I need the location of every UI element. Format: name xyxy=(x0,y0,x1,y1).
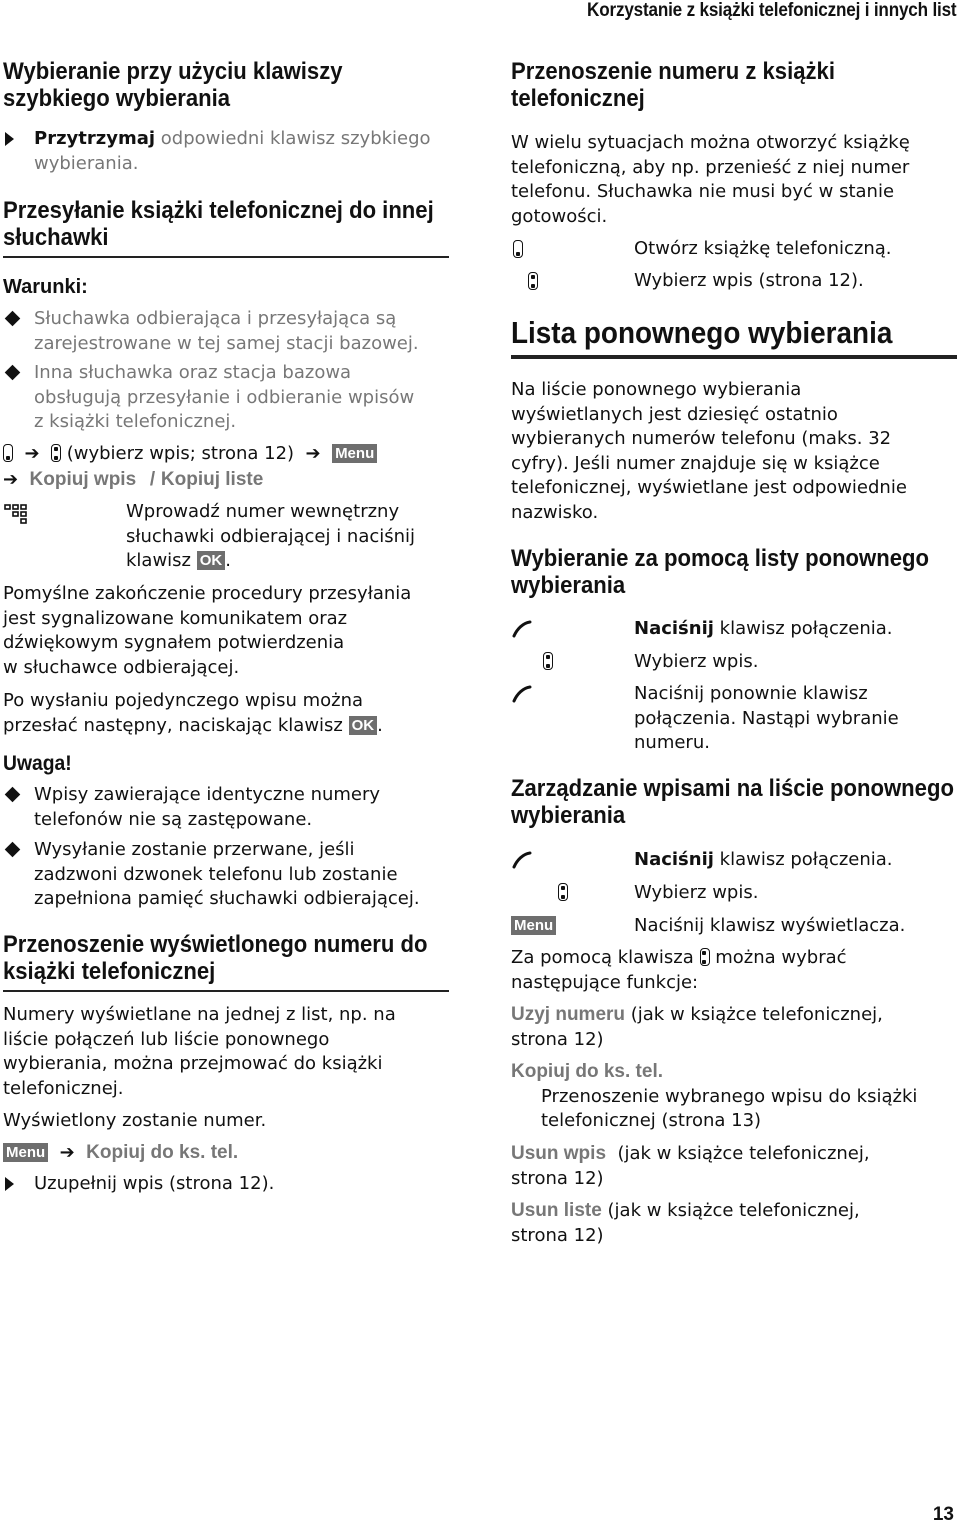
copy-number-shown: Wyświetlony zostanie numer. xyxy=(3,1110,267,1131)
section-title-dial-from-redial: Wybieranie za pomocą listy ponownego wybierania xyxy=(511,545,929,599)
section-rule xyxy=(3,256,449,258)
menu-softkey: Menu xyxy=(511,916,556,935)
dial-step-1: Naciśnij klawisz połączenia. xyxy=(634,618,893,639)
nav-updown-key-icon xyxy=(543,652,553,670)
bullet-diamond-icon xyxy=(5,842,21,858)
keypad-icon xyxy=(3,503,27,525)
transfer-paragraph-1: Pomyślne zakończenie procedury przesyłania jest sygnalizowane komunikatem oraz dźwiękowym sygnałem potwierdzenia w słuchawce odbierającej. xyxy=(3,583,412,678)
condition-2: Inna słuchawka oraz stacja bazowa obsługują przesyłanie i odbieranie wpisów z książki telefonicznej. xyxy=(34,362,415,432)
ok-softkey: OK xyxy=(197,551,226,570)
conditions-label: Warunki: xyxy=(3,276,88,298)
option-copy-to-phonebook: Kopiuj do ks. tel. xyxy=(511,1061,664,1082)
note-label: Uwaga! xyxy=(3,752,72,775)
arrow-right-icon: ➔ xyxy=(53,1142,81,1163)
option-copy-list: Kopiuj liste xyxy=(160,469,264,490)
function-copy-to-phonebook: Kopiuj do ks. tel. Przenoszenie wybranego wpisu do książki telefonicznej (strona 13) xyxy=(511,1061,918,1131)
section-title-transfer-number: Przenoszenie numeru z książki telefonicznej xyxy=(511,58,835,112)
running-header: Korzystanie z książki telefonicznej i innych list xyxy=(586,0,956,21)
manage-step-2: Wybierz wpis. xyxy=(634,882,759,903)
chapter-title-redial-list: Lista ponownego wybierania xyxy=(511,315,893,350)
option-copy-to-phonebook: Kopiuj do ks. tel. xyxy=(86,1142,239,1163)
section-rule xyxy=(3,990,449,992)
select-entry-step: Wybierz wpis (strona 12). xyxy=(634,270,864,291)
option-use-number: Uzyj numeru xyxy=(511,1004,626,1025)
keypad-instruction: Wprowadź numer wewnętrzny słuchawki odbierającej i naciśnij klawisz OK . xyxy=(126,501,416,571)
option-copy-entry: Kopiuj wpis xyxy=(29,469,137,490)
section-title-copy-number: Przenoszenie wyświetlonego numeru do książki telefonicznej xyxy=(3,931,428,985)
arrow-right-icon: ➔ xyxy=(18,443,46,464)
page-number: 13 xyxy=(932,1504,954,1525)
key-sequence: ➔ (wybierz wpis; strona 12) ➔ Menu xyxy=(3,442,377,467)
function-delete-list: Usun liste (jak w książce telefonicznej, strona 12) xyxy=(511,1200,860,1246)
nav-updown-key-icon xyxy=(558,883,568,901)
arrow-right-icon: ➔ xyxy=(3,469,24,490)
step-triangle-icon xyxy=(5,1177,14,1191)
redial-list-paragraph: Na liście ponownego wybierania wyświetlanych jest dziesięć ostatnio wybieranych numerów telefonu (maks. 32 cyfry). Jeśli numer znajduje się w książce telefonicznej, wyświetlane jest odpowiednie nazwisko. xyxy=(511,379,907,523)
nav-down-key-icon xyxy=(513,240,523,258)
function-use-number: Uzyj numeru (jak w książce telefonicznej, strona 12) xyxy=(511,1004,883,1050)
transfer-number-paragraph: W wielu sytuacjach można otworzyć książkę telefoniczną, aby np. przenieść z niej numer telefonu. Słuchawka nie musi być w stanie gotowości. xyxy=(511,132,910,227)
note-1: Wpisy zawierające identyczne numery telefonów nie są zastępowane. xyxy=(34,784,381,830)
call-key-icon xyxy=(511,684,533,704)
transfer-paragraph-2: Po wysłaniu pojedynczego wpisu można przesłać następny, naciskając klawisz OK . xyxy=(3,690,383,736)
manage-step-3: Naciśnij klawisz wyświetlacza. xyxy=(634,915,906,936)
bullet-diamond-icon xyxy=(5,311,21,327)
nav-updown-key-icon xyxy=(51,444,61,462)
option-delete-entry: Usun wpis xyxy=(511,1143,607,1164)
open-phonebook-step: Otwórz książkę telefoniczną. xyxy=(634,238,892,259)
menu-softkey: Menu xyxy=(332,444,377,463)
speed-dial-step: Przytrzymaj odpowiedni klawisz szybkiego wybierania. xyxy=(34,128,431,174)
call-key-icon xyxy=(511,850,533,870)
nav-down-key-icon xyxy=(3,444,13,462)
option-delete-list: Usun liste xyxy=(511,1200,602,1221)
bullet-diamond-icon xyxy=(5,365,21,381)
bullet-diamond-icon xyxy=(5,787,21,803)
ok-softkey: OK xyxy=(349,716,378,735)
nav-updown-key-icon xyxy=(528,272,538,290)
functions-intro: Za pomocą klawisza można wybrać następujące funkcje: xyxy=(511,947,847,993)
call-key-icon xyxy=(511,619,533,639)
copy-options: ➔ Kopiuj wpis / Kopiuj liste xyxy=(3,468,263,493)
function-delete-entry: Usun wpis (jak w książce telefonicznej, strona 12) xyxy=(511,1143,870,1189)
section-title-manage-redial: Zarządzanie wpisami na liście ponownego wybierania xyxy=(511,775,954,829)
copy-number-paragraph: Numery wyświetlane na jednej z list, np. na liście połączeń lub liście ponownego wybierania, można przejmować do książki telefonicznej. xyxy=(3,1004,396,1099)
copy-number-sequence xyxy=(3,1141,238,1166)
condition-1: Słuchawka odbierająca i przesyłająca są zarejestrowane w tej samej stacji bazowej. xyxy=(34,308,419,354)
section-title-speed-dial: Wybieranie przy użyciu klawiszy szybkiego wybierania xyxy=(3,58,343,112)
copy-number-step: Uzupełnij wpis (strona 12). xyxy=(34,1173,275,1194)
arrow-right-icon: ➔ xyxy=(299,443,327,464)
note-2: Wysyłanie zostanie przerwane, jeśli zadzwoni dzwonek telefonu lub zostanie zapełniona pamięć słuchawki odbierającej. xyxy=(34,839,420,909)
nav-updown-key-icon xyxy=(700,948,710,966)
chapter-rule xyxy=(511,355,957,359)
manage-step-1: Naciśnij klawisz połączenia. xyxy=(634,849,893,870)
dial-step-3: Naciśnij ponownie klawisz połączenia. Nastąpi wybranie numeru. xyxy=(634,683,899,753)
dial-step-2: Wybierz wpis. xyxy=(634,651,759,672)
menu-softkey: Menu xyxy=(3,1143,48,1162)
section-title-transfer: Przesyłanie książki telefonicznej do innej słuchawki xyxy=(3,197,434,251)
step-triangle-icon xyxy=(5,132,14,146)
